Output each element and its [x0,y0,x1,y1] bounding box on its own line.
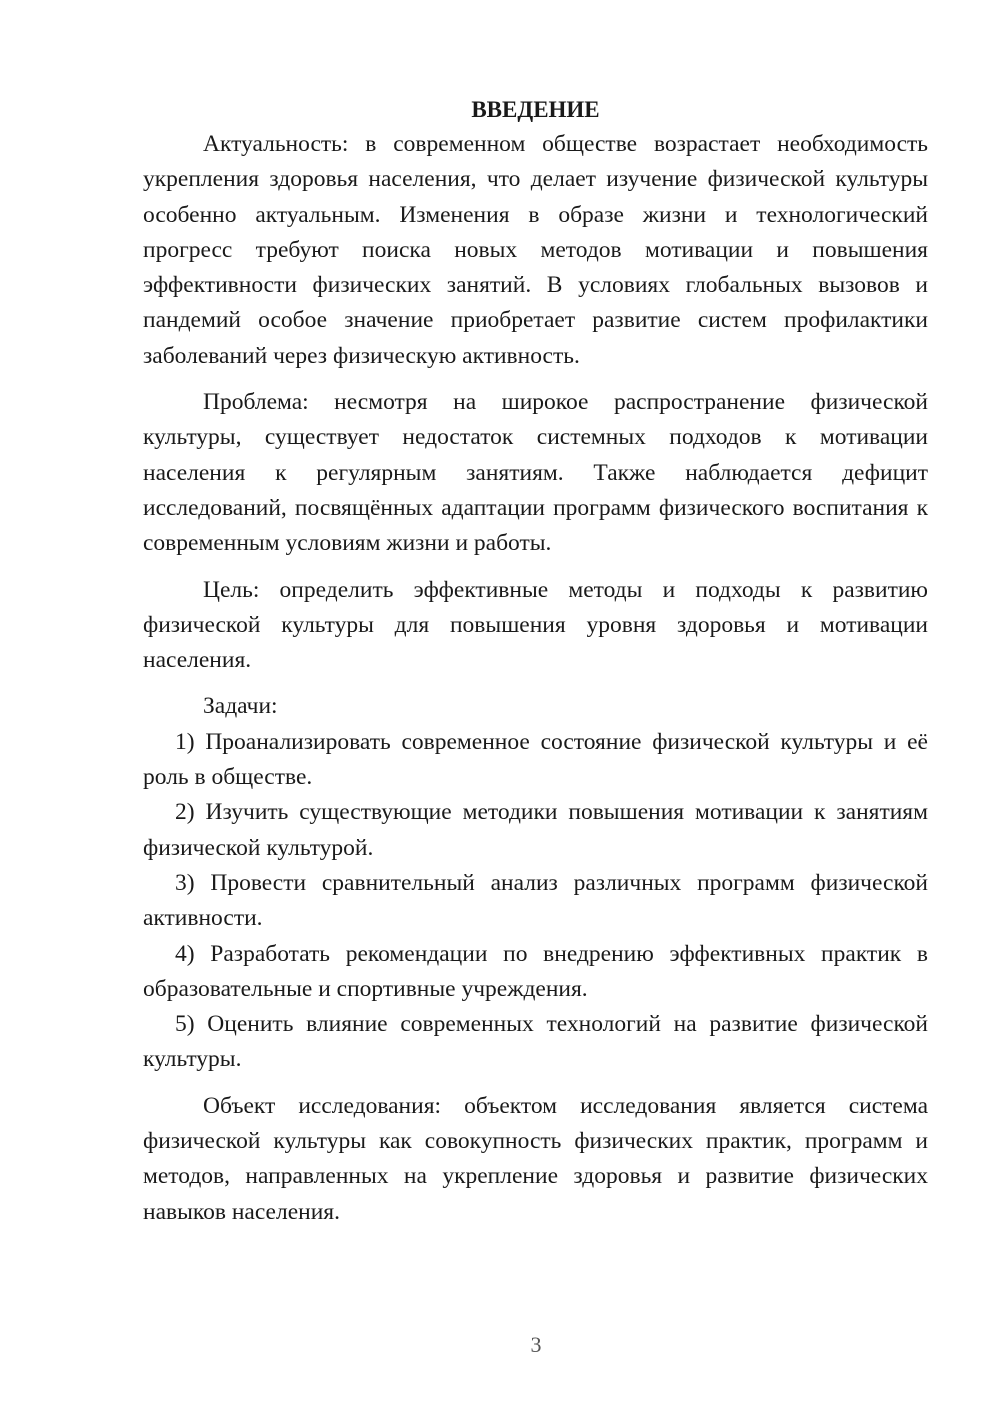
task-item-5: 5) Оценить влияние современных технологий на развитие физической культуры. [143,1011,928,1073]
problem-paragraph: Проблема: несмотря на широкое распространение физической культуры, существует недостаток системных подходов к мотивации населения к регулярным занятиям. Также наблюдается дефицит исследований, посвящённых адаптации программ физического воспитания к современным условиям жизни и работы. [143,389,928,557]
page-content [143,92,928,1230]
page-number: 3 [530,1332,542,1357]
tasks-label: Задачи: [203,693,278,720]
task-item-2: 2) Изучить существующие методики повышения мотивации к занятиям физической культурой. [143,799,928,861]
relevance-paragraph: Актуальность: в современном обществе возрастает необходимость укрепления здоровья населения, что делает изучение физической культуры особенно актуальным. Изменения в образе жизни и технологический прогресс требуют поиска новых методов мотивации и повышения эффективности физических занятий. В условиях глобальных вызовов и пандемий особое значение приобретает развитие систем профилактики заболеваний через физическую активность. [143,131,928,369]
task-item-4: 4) Разработать рекомендации по внедрению эффективных практик в образовательные и спортивные учреждения. [143,940,928,1002]
task-item-3: 3) Провести сравнительный анализ различных программ физической активности. [143,869,928,932]
task-item-1: 1) Проанализировать современное состояние физической культуры и её роль в обществе. [143,728,928,791]
object-paragraph: Объект исследования: объектом исследования является система физической культуры как совокупность физических практик, программ и методов, направленных на укрепление здоровья и развитие физических навыков населения. [143,1092,928,1225]
section-heading: ВВЕДЕНИЕ [471,97,600,122]
goal-paragraph: Цель: определить эффективные методы и подходы к развитию физической культуры для повышения уровня здоровья и мотивации населения. [143,576,928,674]
